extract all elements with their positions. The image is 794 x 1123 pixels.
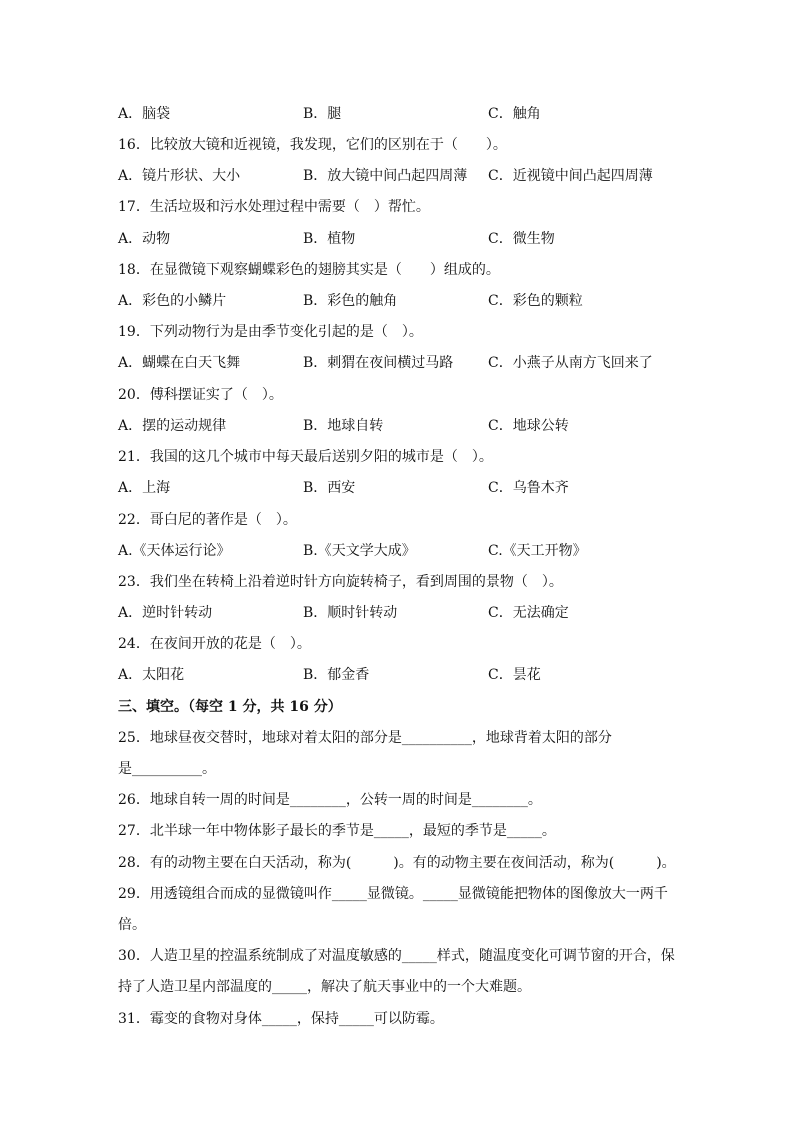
- options-row: [118, 540, 718, 560]
- option-a: A.《天体运行论》: [118, 543, 231, 559]
- question-24: 24．在夜间开放的花是（ ）。: [118, 636, 311, 652]
- option-a: A．太阳花: [118, 667, 185, 683]
- question-28: 28．有的动物主要在白天活动，称为( )。有的动物主要在夜间活动，称为( )。: [118, 855, 676, 871]
- question-30-line2: 持了人造卫星内部温度的_____，解决了航天事业中的一个大难题。: [118, 979, 531, 995]
- question-20: 20．傅科摆证实了（ ）。: [118, 387, 283, 403]
- options-row: [118, 165, 718, 185]
- section-heading: 三、填空。（每空 1 分，共 16 分）: [118, 699, 342, 715]
- question-18: 18．在显微镜下观察蝴蝶彩色的翅膀其实是（ ）组成的。: [118, 262, 500, 278]
- question-23: 23．我们坐在转椅上沿着逆时针方向旋转椅子，看到周围的景物（ ）。: [118, 574, 563, 590]
- question-27: 27．北半球一年中物体影子最长的季节是_____，最短的季节是_____。: [118, 823, 556, 839]
- question-25-line2: 是__________。: [118, 761, 216, 777]
- question-21: 21．我国的这几个城市中每天最后送别夕阳的城市是（ ）。: [118, 449, 493, 465]
- question-25-line1: 25．地球昼夜交替时，地球对着太阳的部分是__________，地球背着太阳的部分: [118, 730, 612, 746]
- option-a: A．镜片形状、大小: [118, 168, 241, 184]
- option-c: C．小燕子从南方飞回来了: [488, 355, 653, 371]
- option-b: B.《天文学大成》: [303, 543, 416, 559]
- option-a: A．动物: [118, 231, 171, 247]
- options-row: [118, 477, 718, 497]
- option-a: A．彩色的小鳞片: [118, 293, 227, 309]
- question-29-line2: 倍。: [118, 917, 146, 933]
- question-26: 26．地球自转一周的时间是________，公转一周的时间是________。: [118, 792, 542, 808]
- options-row: [118, 228, 718, 248]
- option-c: C．近视镜中间凸起四周薄: [488, 168, 653, 184]
- option-c: C．昙花: [488, 667, 541, 683]
- question-19: 19．下列动物行为是由季节变化引起的是（ ）。: [118, 324, 423, 340]
- option-c: C．彩色的颗粒: [488, 293, 583, 309]
- option-c: C．触角: [488, 106, 541, 122]
- option-c: C．微生物: [488, 231, 555, 247]
- option-b: B．地球自转: [303, 418, 384, 434]
- option-b: B．腿: [303, 106, 342, 122]
- option-a: A．上海: [118, 480, 171, 496]
- options-row: [118, 602, 718, 622]
- question-31: 31．霉变的食物对身体_____，保持_____可以防霉。: [118, 1011, 444, 1027]
- option-c: C．乌鲁木齐: [488, 480, 569, 496]
- option-a: A．脑袋: [118, 106, 171, 122]
- options-row: [118, 415, 718, 435]
- option-c: C．地球公转: [488, 418, 569, 434]
- options-row: [118, 103, 718, 123]
- question-16: 16．比较放大镜和近视镜，我发现，它们的区别在于（ ）。: [118, 137, 507, 153]
- option-a: A．摆的运动规律: [118, 418, 227, 434]
- option-b: B．彩色的触角: [303, 293, 398, 309]
- question-30-line1: 30．人造卫星的控温系统制成了对温度敏感的_____样式，随温度变化可调节窗的开合，保: [118, 948, 675, 964]
- option-a: A．逆时针转动: [118, 605, 213, 621]
- option-b: B．西安: [303, 480, 356, 496]
- option-b: B．顺时针转动: [303, 605, 398, 621]
- option-b: B．植物: [303, 231, 356, 247]
- option-b: B．郁金香: [303, 667, 370, 683]
- question-22: 22．哥白尼的著作是（ ）。: [118, 512, 297, 528]
- option-b: B．放大镜中间凸起四周薄: [303, 168, 468, 184]
- options-row: [118, 352, 718, 372]
- options-row: [118, 664, 718, 684]
- question-17: 17．生活垃圾和污水处理过程中需要（ ）帮忙。: [118, 199, 430, 215]
- question-29-line1: 29．用透镜组合而成的显微镜叫作_____显微镜。_____显微镜能把物体的图像放大一两千: [118, 886, 668, 902]
- option-b: B．刺猬在夜间横过马路: [303, 355, 454, 371]
- option-c: C．无法确定: [488, 605, 569, 621]
- options-row: [118, 290, 718, 310]
- option-c: C.《天工开物》: [488, 543, 587, 559]
- option-a: A．蝴蝶在白天飞舞: [118, 355, 241, 371]
